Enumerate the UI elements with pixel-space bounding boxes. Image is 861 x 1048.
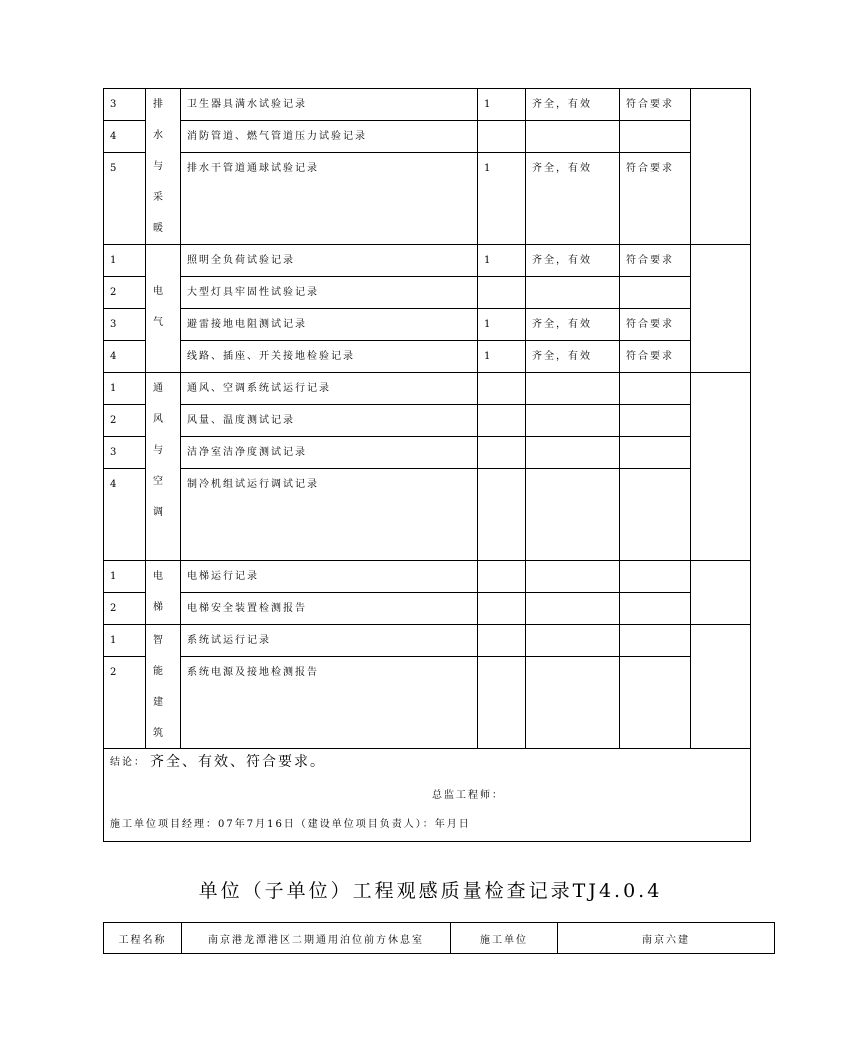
row-number [104, 373, 146, 405]
check-status [526, 657, 620, 749]
check-status-text: 齐全，有效 [532, 255, 592, 266]
form-title: 单位（子单位）工程观感质量检查记录TJ4.0.4 [198, 880, 663, 902]
remark-cell [691, 245, 751, 373]
remark-cell [691, 625, 751, 749]
category-char: 气 [153, 317, 163, 328]
item-count-text: 1 [484, 163, 493, 174]
category-char: 梯 [153, 602, 163, 613]
row-number [104, 277, 146, 309]
item-name [181, 341, 478, 373]
check-result [620, 153, 691, 245]
item-name-text: 照明全负荷试验记录 [187, 255, 295, 266]
check-result [620, 469, 691, 561]
check-status [526, 341, 620, 373]
supervisor-label: 总监工程师： [432, 790, 504, 801]
item-name [181, 657, 478, 749]
check-status [526, 561, 620, 593]
row-number [104, 561, 146, 593]
row-number-text: 4 [110, 479, 119, 490]
check-status-text: 齐全，有效 [532, 99, 592, 110]
check-result-text: 符合要求 [626, 351, 674, 362]
check-status [526, 469, 620, 561]
check-status [526, 245, 620, 277]
table-row [104, 121, 751, 153]
item-name [181, 121, 478, 153]
item-name [181, 245, 478, 277]
item-count [478, 469, 526, 561]
remark-cell [691, 561, 751, 625]
item-name-text: 电梯运行记录 [187, 571, 259, 582]
category-char: 暖 [153, 223, 163, 234]
item-count [478, 341, 526, 373]
table-row [104, 373, 751, 405]
item-count [478, 89, 526, 121]
category-char: 空 [153, 476, 163, 487]
item-name-text: 风量、温度测试记录 [187, 415, 295, 426]
contractor-value: 南京六建 [558, 923, 775, 954]
check-result [620, 437, 691, 469]
category-cell [146, 245, 181, 373]
item-name [181, 373, 478, 405]
item-name-text: 系统试运行记录 [187, 635, 271, 646]
row-number [104, 245, 146, 277]
row-number [104, 405, 146, 437]
row-number-text: 2 [110, 667, 119, 678]
row-number [104, 625, 146, 657]
item-name [181, 405, 478, 437]
item-name-text: 卫生器具满水试验记录 [187, 99, 307, 110]
table-row [104, 469, 751, 561]
category-cell [146, 373, 181, 561]
item-count-text: 1 [484, 351, 493, 362]
category-char: 与 [153, 161, 163, 172]
item-name [181, 89, 478, 121]
item-name-text: 线路、插座、开关接地检验记录 [187, 351, 355, 362]
item-name-text: 制冷机组试运行调试记录 [187, 479, 319, 490]
row-number [104, 121, 146, 153]
row-number-text: 1 [110, 383, 119, 394]
item-count [478, 309, 526, 341]
item-count [478, 657, 526, 749]
item-count [478, 561, 526, 593]
row-number [104, 657, 146, 749]
table-row [104, 593, 751, 625]
check-status [526, 625, 620, 657]
category-char: 电 [153, 286, 163, 297]
item-count [478, 121, 526, 153]
row-number-text: 3 [110, 319, 119, 330]
check-result [620, 373, 691, 405]
check-result [620, 657, 691, 749]
check-status-text: 齐全，有效 [532, 319, 592, 330]
table-row [104, 625, 751, 657]
category-char: 电 [153, 571, 163, 582]
item-name-text: 电梯安全装置检测报告 [187, 603, 307, 614]
conclusion-cell [104, 749, 751, 842]
table-row [104, 341, 751, 373]
category-char: 调 [153, 507, 163, 518]
row-number-text: 3 [110, 447, 119, 458]
check-status [526, 153, 620, 245]
row-number [104, 89, 146, 121]
row-number [104, 309, 146, 341]
check-result [620, 593, 691, 625]
check-result [620, 309, 691, 341]
row-number-text: 2 [110, 603, 119, 614]
check-result [620, 405, 691, 437]
item-count-text: 1 [484, 99, 493, 110]
item-count [478, 245, 526, 277]
category-char: 建 [153, 697, 163, 708]
table-row [104, 153, 751, 245]
row-number-text: 3 [110, 99, 119, 110]
signature-line: 施工单位项目经理：07年7月16日（建设单位项目负责人）：年月日 [110, 819, 471, 830]
category-char: 筑 [153, 728, 163, 739]
table-row [104, 89, 751, 121]
check-status [526, 437, 620, 469]
item-name-text: 避雷接地电阻测试记录 [187, 319, 307, 330]
category-char: 智 [153, 635, 163, 646]
project-info-table [103, 922, 775, 954]
row-number-text: 1 [110, 571, 119, 582]
table-row [104, 405, 751, 437]
table-row [104, 309, 751, 341]
record-table [103, 88, 751, 842]
table-row [104, 561, 751, 593]
check-status [526, 277, 620, 309]
item-name [181, 469, 478, 561]
check-result [620, 121, 691, 153]
category-char: 与 [153, 445, 163, 456]
row-number-text: 1 [110, 635, 119, 646]
category-char: 排 [153, 99, 163, 110]
item-count-text: 1 [484, 319, 493, 330]
remark-cell [691, 373, 751, 561]
project-name-label: 工程名称 [104, 923, 182, 954]
item-name [181, 153, 478, 245]
row-number-text: 4 [110, 131, 119, 142]
item-name-text: 系统电源及接地检测报告 [187, 667, 319, 678]
row-number-text: 2 [110, 287, 119, 298]
item-count [478, 437, 526, 469]
check-result [620, 277, 691, 309]
check-status [526, 373, 620, 405]
item-name [181, 277, 478, 309]
check-result [620, 625, 691, 657]
category-cell [146, 89, 181, 245]
category-cell [146, 561, 181, 625]
conclusion-label: 结论： [110, 757, 146, 768]
item-count [478, 153, 526, 245]
item-name [181, 437, 478, 469]
row-number-text: 4 [110, 351, 119, 362]
check-result [620, 89, 691, 121]
item-count [478, 277, 526, 309]
item-count [478, 625, 526, 657]
category-cell [146, 625, 181, 749]
check-result [620, 245, 691, 277]
row-number [104, 469, 146, 561]
check-result-text: 符合要求 [626, 99, 674, 110]
conclusion-text: 齐全、有效、符合要求。 [150, 754, 326, 770]
row-number [104, 153, 146, 245]
category-char: 能 [153, 666, 163, 677]
item-name-text: 大型灯具牢固性试验记录 [187, 287, 319, 298]
table-row [104, 277, 751, 309]
project-name-value: 南京港龙潭港区二期通用泊位前方休息室 [182, 923, 451, 954]
category-char: 采 [153, 192, 163, 203]
check-result-text: 符合要求 [626, 163, 674, 174]
row-number-text: 1 [110, 255, 119, 266]
category-char: 通 [153, 383, 163, 394]
remark-cell [691, 89, 751, 245]
item-name [181, 561, 478, 593]
check-status [526, 309, 620, 341]
row-number-text: 5 [110, 163, 119, 174]
item-name-text: 消防管道、燃气管道压力试验记录 [187, 131, 367, 142]
row-number [104, 437, 146, 469]
check-status-text: 齐全，有效 [532, 163, 592, 174]
check-result-text: 符合要求 [626, 255, 674, 266]
item-name [181, 309, 478, 341]
check-status-text: 齐全，有效 [532, 351, 592, 362]
check-status [526, 89, 620, 121]
check-status [526, 405, 620, 437]
row-number-text: 2 [110, 415, 119, 426]
item-name [181, 625, 478, 657]
table-row [104, 657, 751, 749]
table-row [104, 437, 751, 469]
check-result [620, 561, 691, 593]
contractor-label: 施工单位 [451, 923, 558, 954]
row-number [104, 593, 146, 625]
category-char: 水 [153, 130, 163, 141]
check-result-text: 符合要求 [626, 319, 674, 330]
item-name-text: 排水干管道通球试验记录 [187, 163, 319, 174]
table-row [104, 245, 751, 277]
check-status [526, 121, 620, 153]
item-count [478, 593, 526, 625]
item-count-text: 1 [484, 255, 493, 266]
item-name-text: 通风、空调系统试运行记录 [187, 383, 331, 394]
item-count [478, 405, 526, 437]
check-result [620, 341, 691, 373]
item-name-text: 洁净室洁净度测试记录 [187, 447, 307, 458]
row-number [104, 341, 146, 373]
check-status [526, 593, 620, 625]
item-count [478, 373, 526, 405]
item-name [181, 593, 478, 625]
category-char: 风 [153, 414, 163, 425]
